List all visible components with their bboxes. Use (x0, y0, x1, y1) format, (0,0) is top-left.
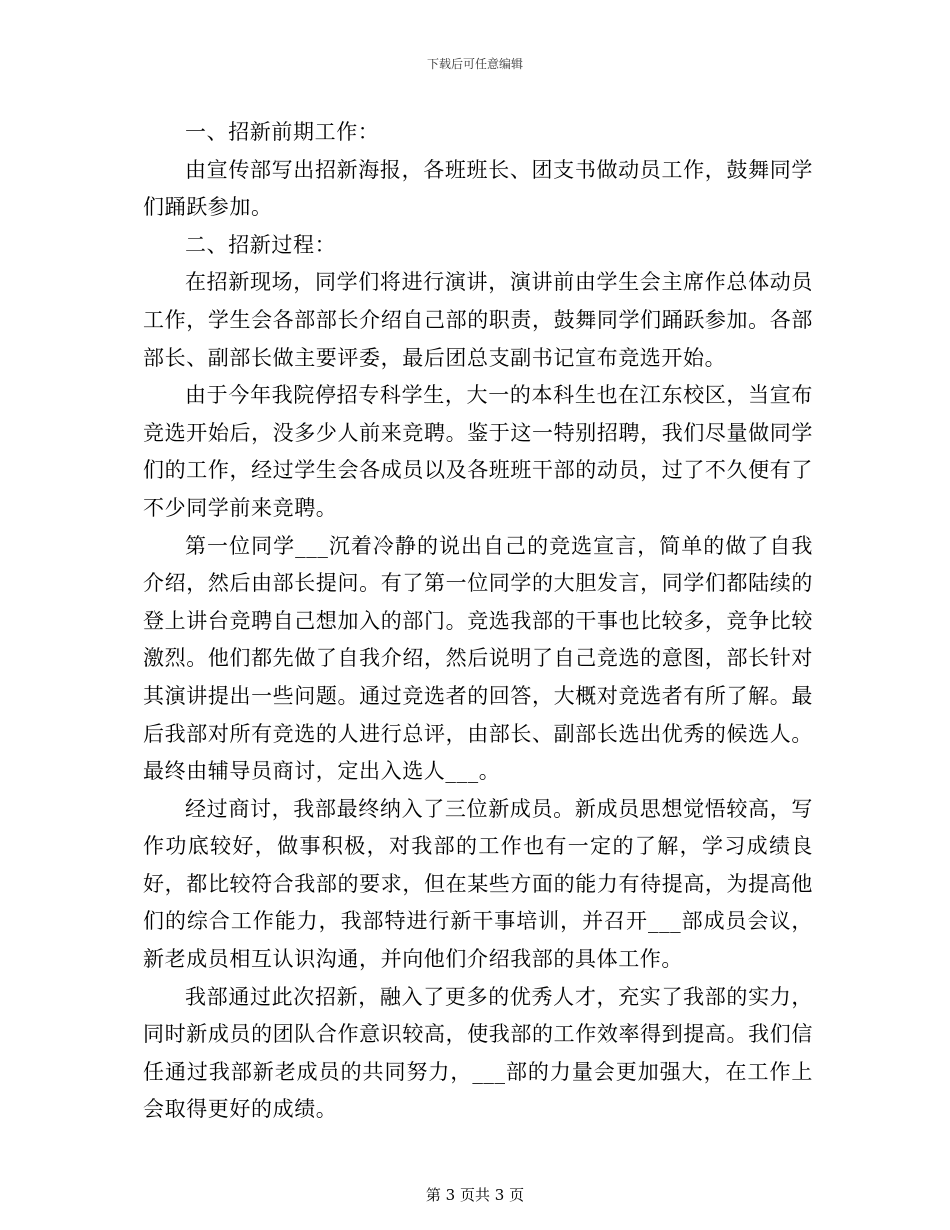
paragraph: 由于今年我院停招专科学生，大一的本科生也在江东校区，当宣布竞选开始后，没多少人前来竞聘。鉴于这一特别招聘，我们尽量做同学们的工作，经过学生会各成员以及各班班干部的动员，过了不久便有了不少同学前来竞聘。 (143, 383, 813, 520)
paragraph: 经过商讨，我部最终纳入了三位新成员。新成员思想觉悟较高，写作功底较好，做事积极，对我部的工作也有一定的了解，学习成绩良好，都比较符合我部的要求，但在某些方面的能力有待提高，为提高他们的综合工作能力，我部特进行新干事培训，并召开___部成员会议，新老成员相互认识沟通，并向他们介绍我部的具体工作。 (143, 796, 813, 972)
page-header-note: 下载后可任意编辑 (426, 57, 523, 71)
document-body (143, 114, 813, 1129)
paragraph: 第一位同学___沉着冷静的说出自己的竞选宣言，简单的做了自我介绍，然后由部长提问。有了第一位同学的大胆发言，同学们都陆续的登上讲台竞聘自己想加入的部门。竞选我部的干事也比较多，竞争比较激烈。他们都先做了自我介绍，然后说明了自己竞选的意图，部长针对其演讲提出一些问题。通过竞选者的回答，大概对竞选者有所了解。最后我部对所有竞选的人进行总评，由部长、副部长选出优秀的候选人。最终由辅导员商讨，定出入选人___。 (143, 533, 813, 784)
page-number: 第 3 页共 3 页 (425, 1186, 525, 1204)
paragraph: 我部通过此次招新，融入了更多的优秀人才，充实了我部的实力，同时新成员的团队合作意识较高，使我部的工作效率得到提高。我们信任通过我部新老成员的共同努力，___部的力量会更加强大，在工作上会取得更好的成绩。 (143, 984, 813, 1122)
section-heading-process: 二、招新过程： (185, 232, 337, 257)
paragraph: 由宣传部写出招新海报，各班班长、团支书做动员工作，鼓舞同学们踊跃参加。 (143, 157, 813, 220)
section-heading-prep: 一、招新前期工作： (185, 120, 380, 144)
paragraph: 在招新现场，同学们将进行演讲，演讲前由学生会主席作总体动员工作，学生会各部部长介绍自己部的职责，鼓舞同学们踊跃参加。各部部长、副部长做主要评委，最后团总支副书记宣布竞选开始。 (143, 270, 813, 370)
